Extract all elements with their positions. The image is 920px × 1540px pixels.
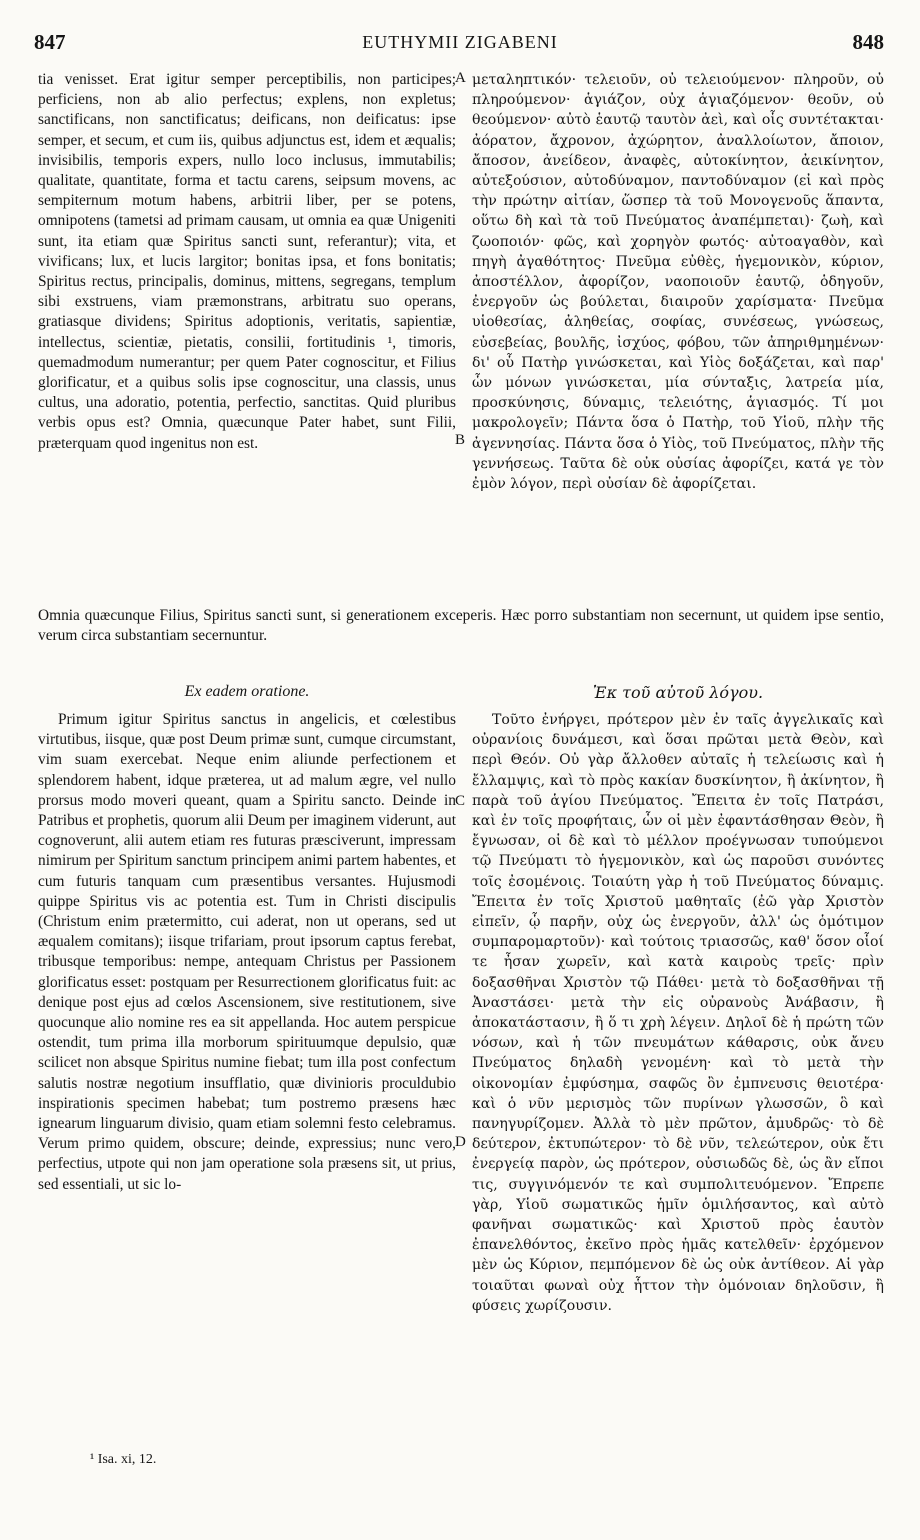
latin-paragraph-bottom: Primum igitur Spiritus sanctus in angelicis, et cœlestibus virtutibus, iisque, quæ post Deum primæ sunt, cumque circumstant, vim suam exercebat. Neque enim aliunde perfectionem et splendorem habent, idque præterea, ut ad malum ægre, vel nullo prorsus modo moveri queant, quam a Spiritu sancto. Deinde in Patribus et prophetis, quorum alii Deum per imaginem viderunt, aut cognoverunt, alii autem etiam res futuras præsciverunt, impressam nimirum per Spiritum sanctum principem animi partem habentes, et cum futuris tanquam cum præsentibus versantes. Hujusmodi quippe Spiritus vis ac potentia est. Tum in Christi discipulis (Christum enim prætermitto, cui aderat, non ut operans, sed ut æqualem comitans); iisque trifariam, prout ipsorum captus ferebat, tribusque temporibus: nempe, antequam Christus per Passionem glorificatus esset: postquam per Resurrectionem glorificatus fuit: ac denique post ejus ad cœlos Ascensionem, sive restitutionem, sive quocunque alio nomine res ea sit appellanda. Hoc autem perspicue ostendit, tum prima illa morborum spirituumque depulsio, quæ scilicet non absque Spiritus numine fiebat; tum illa post confectum salutis nostræ negotium insufflatio, quæ divinioris proculdubio inspirationis specimen habebat; tum postremo præsens hæc ignearum linguarum divisio, quam etiam solemni festo celebramus. Verum primo quidem, obscure; deinde, expressius; nunc vero, perfectius, utpote qui non jam operatione sola præsens sit, ut prius, sed essentiali, ut sic lo- xyxy=(38,711,456,1193)
page-number-left: 847 xyxy=(34,30,66,54)
latin-section-heading: Ex eadem oratione. xyxy=(184,683,310,700)
latin-column-bottom xyxy=(38,710,456,1195)
greek-column-bottom xyxy=(472,710,884,1316)
page-header xyxy=(32,30,888,60)
greek-section-heading: Ἐκ τοῦ αὐτοῦ λόγου. xyxy=(592,683,764,702)
spanning-latin-text xyxy=(38,606,884,646)
latin-paragraph-top: tia venisset. Erat igitur semper perceptibilis, non participes; perficiens, non ab alio perfectus; explens, non expletus; sanctificans, non sanctificatus; deificans, non deificatus: ipse semper, et secum, et cum iis, quibus adjunctus est, idem et æqualis; invisibilis, temporis expers, nullo loco inclusus, immutabilis; qualitate, quantitate, forma et tactu carens, seipsum movens, ac sempiternum motum habens, arbitrii liber, per se potens, omnipotens (tametsi ad primam causam, ut omnia ea quæ Unigeniti sunt, ita etiam quæ Spiritus sancti sunt, referantur); vita, et vivificans; lux, et lucis largitor; bonitas ipsa, et fons bonitatis; Spiritus rectus, principalis, dominus, mittens, segregans, templum sibi exstruens, viam præmonstrans, arbitratu suo operans, gratiasque dividens; Spiritus adoptionis, veritatis, sapientiæ, intellectus, scientiæ, pietatis, consilii, fortitudinis ¹, timoris, quemadmodum numerantur; per quem Pater cognoscitur, et Filius glorificatur, et a quibus solis ipse cognoscitur, una classis, unus cultus, una adoratio, potentia, perfectio, sanctitas. Quid pluribus verbis opus est? Omnia, quæcunque Pater habet, sunt Filii, præterquam quod ingenitus non est. xyxy=(38,71,456,452)
page-number-right: 848 xyxy=(852,30,884,54)
margin-marker-d: D xyxy=(455,1134,466,1150)
footnote: ¹ Isa. xi, 12. xyxy=(90,1452,157,1467)
margin-marker-c: C xyxy=(455,793,466,809)
spanning-paragraph: Omnia quæcunque Filius, Spiritus sancti sunt, si generationem exceperis. Hæc porro substantiam non secernunt, ut quidem ipse sentio, verum circa substantiam secernuntur. xyxy=(38,607,884,645)
greek-paragraph-top: μεταληπτικόν· τελειοῦν, οὐ τελειούμενον· πληροῦν, οὐ πληρούμενον· ἁγιάζον, οὐχ ἁγιαζόμενον· θεοῦν, οὐ θεούμενον· αὐτὸ ἑαυτῷ ταυτὸν ἀεὶ, καὶ οἷς συντέτακται· ἀόρατον, ἄχρονον, ἀχώρητον, ἀναλλοίωτον, ἄποιον, ἄποσον, ἀνείδεον, ἀναφὲς, αὐτοκίνητον, ἀεικίνητον, αὐτεξούσιον, αὐτοδύναμον, παντοδύναμον (εἰ καὶ πρὸς τὴν πρώτην αἰτίαν, ὥσπερ τὰ τοῦ Μονογενοῦς ἅπαντα, οὕτω δὴ καὶ τὰ τοῦ Πνεύματος ἀναπέμπεται)· ζωὴ, καὶ ζωοποιόν· φῶς, καὶ χορηγὸν φωτός· αὐτοαγαθὸν, καὶ πηγὴ ἀγαθότητος· Πνεῦμα εὐθὲς, ἡγεμονικὸν, κύριον, ἀποστέλλον, ἀφορίζον, ναοποιοῦν ἑαυτῷ, ὁδηγοῦν, ἐνεργοῦν ὡς βούλεται, διαιροῦν χαρίσματα· Πνεῦμα υἱοθεσίας, ἀληθείας, σοφίας, συνέσεως, γνώσεως, εὐσεβείας, βουλῆς, ἰσχύος, φόβου, τῶν ἀπηριθμημένων· δι' οὗ Πατὴρ γινώσκεται, καὶ Υἱὸς δοξάζεται, καὶ παρ' ὧν μόνων γινώσκεται, μία σύνταξις, λατρεία μία, προσκύνησις, δύναμις, τελειότης, ἁγιασμός. Τί μοι μακρολογεῖν; Πάντα ὅσα ὁ Πατὴρ, τοῦ Υἱοῦ, πλὴν τῆς ἀγεννησίας. Πάντα ὅσα ὁ Υἱὸς, τοῦ Πνεύματος, πλὴν τῆς γεννήσεως. Ταῦτα δὲ οὐκ οὐσίας ἀφορίζει, κατά γε τὸν ἐμὸν λόγον, περὶ οὐσίαν δὲ ἀφορίζεται. xyxy=(472,72,884,493)
running-title: EUTHYMII ZIGABENI xyxy=(362,32,558,52)
margin-marker-a: A xyxy=(455,70,466,86)
greek-column-top xyxy=(472,70,884,494)
latin-column-top xyxy=(38,70,456,454)
greek-paragraph-bottom: Τοῦτο ἐνήργει, πρότερον μὲν ἐν ταῖς ἀγγελικαῖς καὶ οὐρανίοις δυνάμεσι, καὶ ὅσαι πρῶται μετὰ Θεὸν, καὶ περὶ Θεόν. Οὐ γὰρ ἄλλοθεν αὐταῖς ἡ τελείωσις καὶ ἡ ἔλλαμψις, καὶ τὸ πρὸς κακίαν δυσκίνητον, ἢ ἀκίνητον, ἢ παρὰ τοῦ ἁγίου Πνεύματος. Ἔπειτα ἐν τοῖς Πατράσι, καὶ ἐν τοῖς προφήταις, ὧν οἱ μὲν ἐφαντάσθησαν Θεὸν, ἢ ἔγνωσαν, οἱ δὲ καὶ τὸ μέλλον προέγνωσαν τυπούμενοι τῷ Πνεύματι τὸ ἡγεμονικὸν, καὶ ὡς παροῦσι συνόντες τοῖς ἐσομένοις. Τοιαύτη γὰρ ἡ τοῦ Πνεύματος δύναμις. Ἔπειτα ἐν τοῖς Χριστοῦ μαθηταῖς (ἐῶ γὰρ Χριστὸν εἰπεῖν, ᾧ παρῆν, οὐχ ὡς ἐνεργοῦν, ἀλλ' ὡς ὁμότιμον συμπαρομαρτοῦν)· καὶ τούτοις τριασσῶς, καθ' ὅσον οἷοί τε ἦσαν χωρεῖν, καὶ κατὰ καιροὺς τρεῖς· πρὶν δοξασθῆναι Χριστὸν τῷ Πάθει· μετὰ τὸ δοξασθῆναι τῇ Ἀναστάσει· μετὰ τὴν εἰς οὐρανοὺς Ἀνάβασιν, ἢ ἀποκατάστασιν, ἢ ὅ τι χρὴ λέγειν. Δηλοῖ δὲ ἡ πρώτη τῶν νόσων, καὶ ἡ τῶν πνευμάτων κάθαρσις, οὐκ ἄνευ Πνεύματος δηλαδὴ γενομένη· καὶ τὸ μετὰ τὴν οἰκονομίαν ἐμφύσημα, σαφῶς ὂν ἐμπνευσις θειοτέρα· καὶ ὁ νῦν μερισμὸς τῶν πυρίνων γλωσσῶν, ὃ καὶ πανηγυρίζομεν. Ἀλλὰ τὸ μὲν πρῶτον, ἀμυδρῶς· τὸ δὲ δεύτερον, ἐκτυπώτερον· τὸ δὲ νῦν, τελεώτερον, οὐκ ἔτι ἐνεργείᾳ παρὸν, ὡς πρότερον, οὐσιωδῶς δὲ, ὡς ἂν εἴποι τις, συγγινόμενόν τε καὶ συμπολιτευόμενον. Ἔπρεπε γὰρ, Υἱοῦ σωματικῶς ἡμῖν ὁμιλήσαντος, καὶ αὐτὸ φανῆναι σωματικῶς· καὶ Χριστοῦ πρὸς ἑαυτὸν ἐπανελθόντος, ἐκεῖνο πρὸς ἡμᾶς κατελθεῖν· ἐρχόμενον μὲν ὡς Κύριον, πεμπόμενον δὲ ὡς οὐκ ἀντίθεον. Αἱ γὰρ τοιαῦται φωναὶ οὐχ ἧττον τὴν ὁμόνοιαν δηλοῦσιν, ἢ φύσεις χωρίζουσιν. xyxy=(472,712,884,1314)
margin-marker-b: B xyxy=(455,432,466,448)
